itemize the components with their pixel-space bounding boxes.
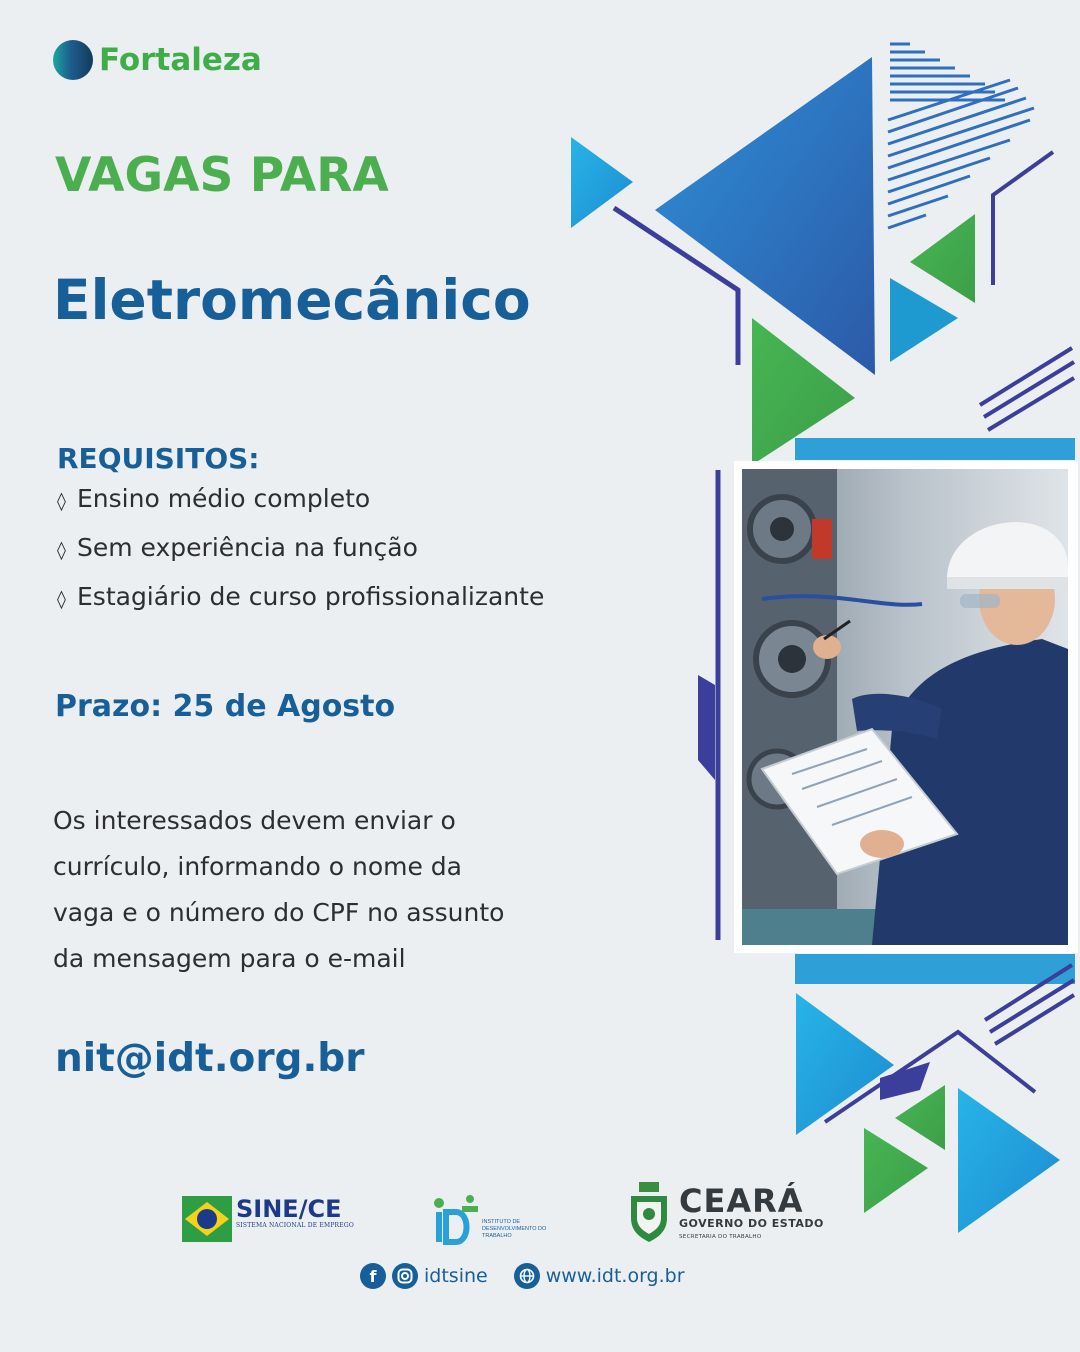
job-title: Eletromecânico bbox=[53, 268, 531, 332]
social-handle[interactable]: idtsine bbox=[424, 1265, 488, 1287]
requirement-item bbox=[57, 525, 544, 574]
website-link[interactable]: www.idt.org.br bbox=[545, 1265, 685, 1287]
requirements-list bbox=[57, 476, 544, 623]
requirement-item bbox=[57, 574, 544, 623]
diamond-bullet-icon: ◊ bbox=[57, 589, 66, 610]
instagram-icon[interactable] bbox=[392, 1263, 418, 1289]
headline: VAGAS PARA bbox=[55, 148, 389, 203]
idt-mark-icon bbox=[434, 1194, 478, 1246]
city-badge bbox=[53, 40, 262, 80]
requirement-text: Ensino médio completo bbox=[77, 484, 371, 513]
sine-subtitle: SISTEMA NACIONAL DE EMPREGO bbox=[236, 1222, 354, 1229]
globe-icon[interactable] bbox=[514, 1263, 540, 1289]
ceara-name: CEARÁ bbox=[679, 1181, 804, 1220]
idt-subtitle: INSTITUTO DE DESENVOLVIMENTO DO TRABALHO bbox=[482, 1219, 547, 1239]
ceara-logo bbox=[627, 1182, 824, 1242]
instructions-line: currículo, informando o nome da bbox=[53, 852, 462, 881]
requirements-title: REQUISITOS: bbox=[57, 442, 260, 475]
ceara-crest-icon bbox=[627, 1182, 671, 1242]
city-name: Fortaleza bbox=[99, 42, 262, 78]
requirement-item bbox=[57, 476, 544, 525]
deadline: Prazo: 25 de Agosto bbox=[55, 689, 396, 724]
contact-email[interactable]: nit@idt.org.br bbox=[55, 1036, 365, 1081]
facebook-icon[interactable]: f bbox=[360, 1263, 386, 1289]
city-dot-icon bbox=[53, 40, 93, 80]
worker-photo bbox=[742, 469, 1068, 945]
requirement-text: Sem experiência na função bbox=[77, 533, 418, 562]
instructions bbox=[53, 798, 573, 982]
idt-logo bbox=[434, 1194, 552, 1246]
ceara-secretariat: SECRETARIA DO TRABALHO bbox=[679, 1233, 762, 1240]
social-links bbox=[360, 1263, 685, 1289]
sine-name: SINE/CE bbox=[236, 1195, 342, 1223]
brazil-flag-icon bbox=[182, 1196, 232, 1242]
diamond-bullet-icon: ◊ bbox=[57, 491, 66, 512]
ceara-government: GOVERNO DO ESTADO bbox=[679, 1216, 824, 1230]
sine-ce-logo bbox=[182, 1196, 354, 1242]
instructions-line: Os interessados devem enviar o bbox=[53, 806, 456, 835]
instructions-line: vaga e o número do CPF no assunto bbox=[53, 898, 505, 927]
instructions-line: da mensagem para o e-mail bbox=[53, 944, 406, 973]
requirement-text: Estagiário de curso profissionalizante bbox=[77, 582, 545, 611]
diamond-bullet-icon: ◊ bbox=[57, 540, 66, 561]
